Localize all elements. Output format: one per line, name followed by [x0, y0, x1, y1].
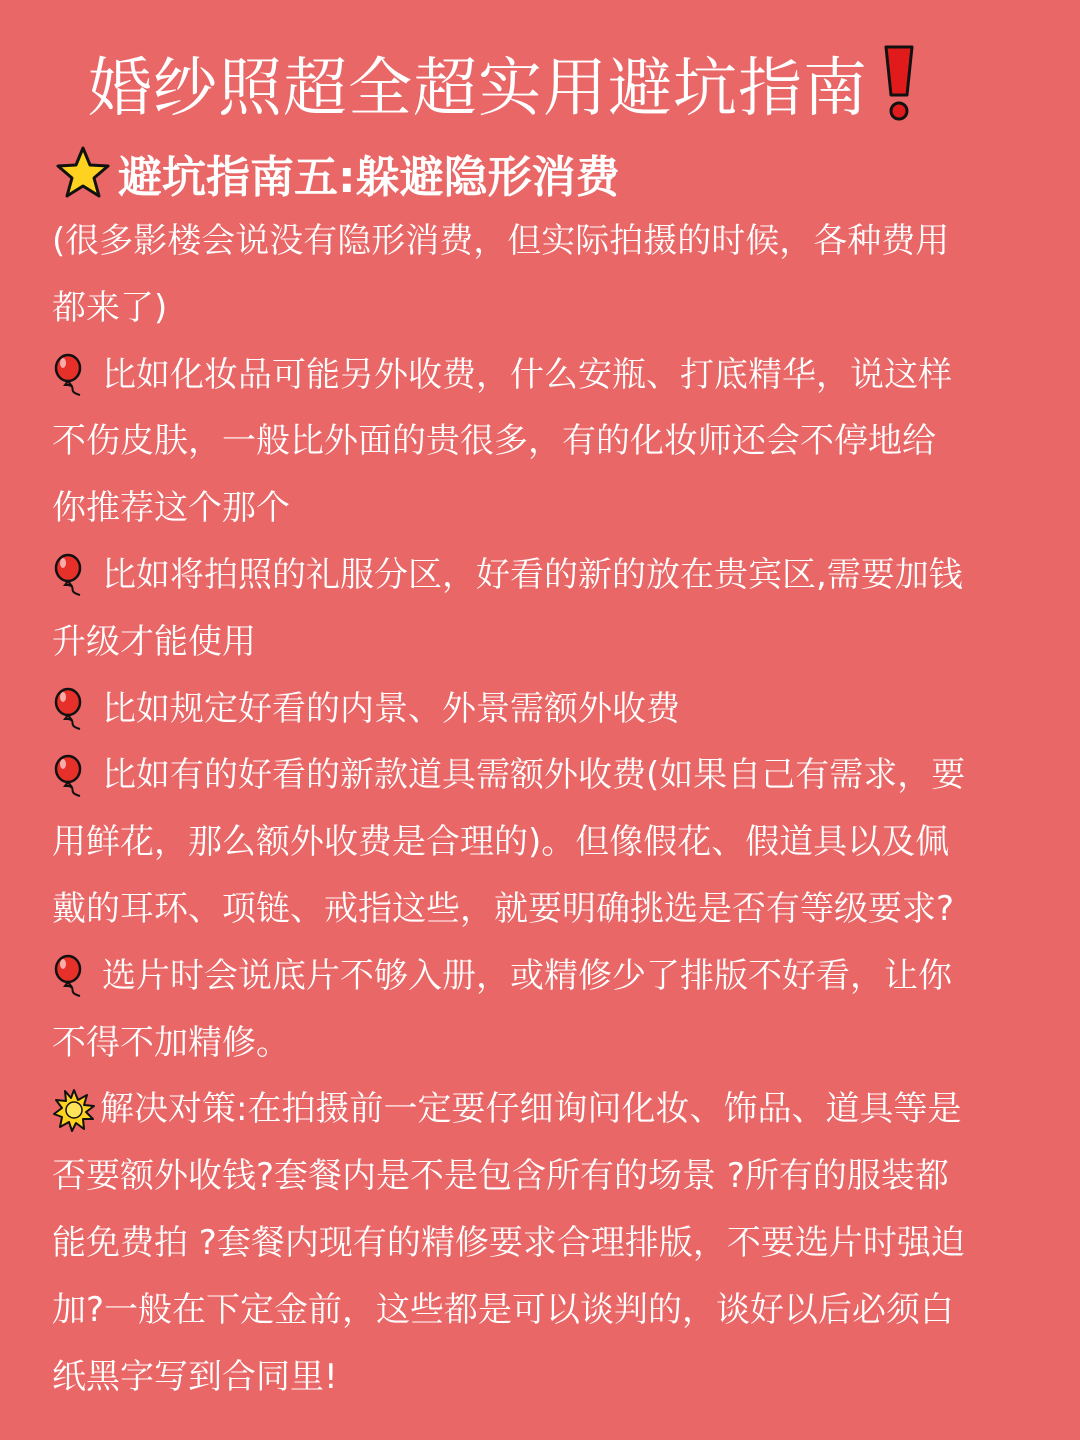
- item-text: 你推荐这个那个: [52, 488, 290, 529]
- item-text: 不伤皮肤，一般比外面的贵很多，有的化妆师还会不停地给: [52, 421, 936, 462]
- balloon-icon: [52, 553, 92, 597]
- list-item: [52, 542, 1042, 609]
- text-line: [52, 609, 1042, 676]
- intro-line-1: (很多影楼会说没有隐形消费，但实际拍摄的时候，各种费用: [52, 221, 950, 261]
- item-text: 用鲜花，那么额外收费是合理的)。但像假花、假道具以及佩: [52, 822, 950, 863]
- solution-text: 否要额外收钱?套餐内是不是包含所有的场景 ?所有的服装都: [52, 1156, 949, 1197]
- item-text: 比如有的好看的新款道具需额外收费(如果自己有需求，要: [102, 755, 966, 796]
- solution-text: 能免费拍 ?套餐内现有的精修要求合理排版，不要选片时强迫: [52, 1222, 965, 1263]
- text-line: [52, 1210, 1042, 1277]
- list-item: [52, 742, 1042, 809]
- item-text: 升级才能使用: [52, 621, 256, 662]
- text-line: [52, 809, 1042, 876]
- solution-text: 加?一般在下定金前，这些都是可以谈判的，谈好以后必须白: [52, 1289, 955, 1330]
- list-item: [52, 943, 1042, 1010]
- text-line: [52, 1344, 1042, 1411]
- balloon-icon: [52, 754, 92, 798]
- item-text: 比如规定好看的内景、外景需额外收费: [102, 688, 680, 729]
- sun-icon: [52, 1088, 96, 1132]
- title-row: [88, 38, 916, 128]
- solution-text: 解决对策:在拍摄前一定要仔细询问化妆、饰品、道具等是: [100, 1089, 962, 1130]
- item-text: 戴的耳环、项链、戒指这些，就要明确挑选是否有等级要求?: [52, 888, 955, 929]
- intro-line-2: 都来了): [52, 287, 168, 328]
- page-title: 婚纱照超全超实用避坑指南: [88, 52, 868, 126]
- text-line: [52, 275, 1042, 342]
- list-item: [52, 676, 1042, 743]
- list-item: [52, 342, 1042, 409]
- balloon-icon: [52, 353, 92, 397]
- balloon-icon: [52, 687, 92, 731]
- text-line: [52, 876, 1042, 943]
- text-line: [52, 1277, 1042, 1344]
- balloon-icon: [52, 954, 92, 998]
- section-title: 避坑指南五:躲避隐形消费: [118, 152, 620, 203]
- text-line: [52, 208, 1042, 275]
- section-heading: [54, 138, 620, 208]
- text-line: [52, 475, 1042, 542]
- solution-item: [52, 1076, 1042, 1143]
- body-text: [52, 208, 1042, 1410]
- item-text: 不得不加精修。: [52, 1022, 290, 1063]
- text-line: [52, 408, 1042, 475]
- star-icon: [54, 144, 112, 202]
- text-line: [52, 1010, 1042, 1077]
- item-text: 选片时会说底片不够入册，或精修少了排版不好看，让你: [102, 955, 952, 996]
- text-line: [52, 1143, 1042, 1210]
- item-text: 比如化妆品可能另外收费，什么安瓶、打底精华，说这样: [102, 354, 952, 395]
- solution-text: 纸黑字写到合同里!: [52, 1356, 338, 1397]
- item-text: 比如将拍照的礼服分区，好看的新的放在贵宾区,需要加钱: [102, 554, 963, 595]
- red-exclamation-icon: [882, 43, 916, 123]
